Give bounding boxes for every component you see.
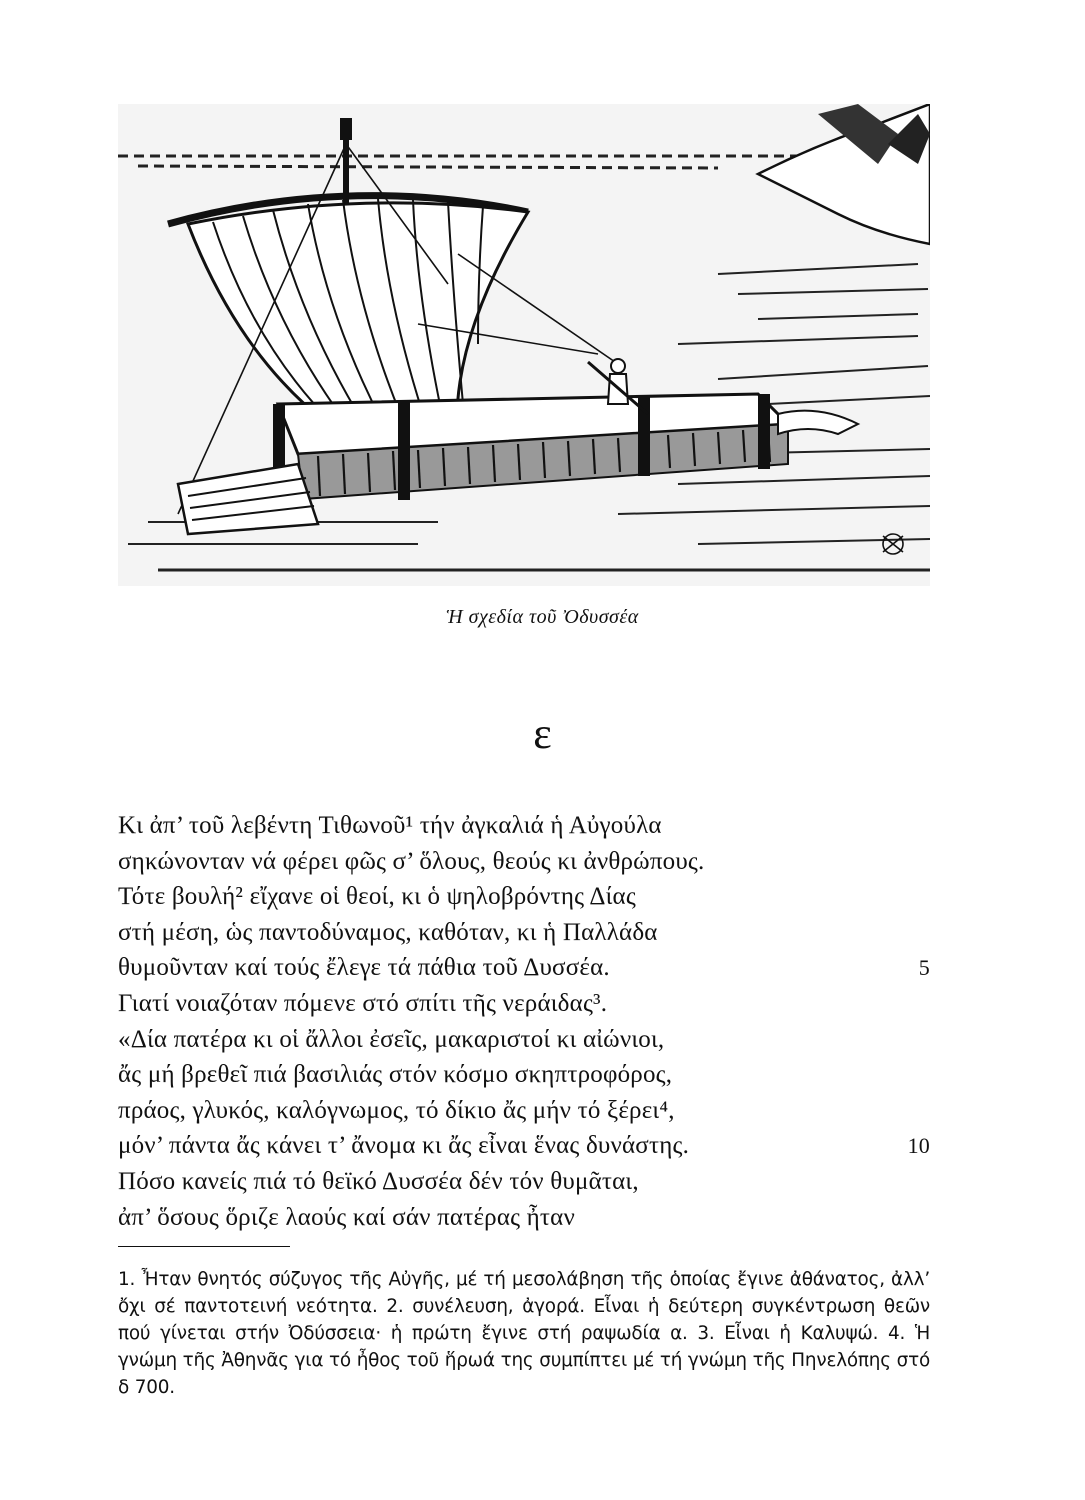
verse-text: «Δία πατέρα κι οἱ ἄλλοι ἐσεῖς, μακαριστοί κι αἰώνιοι,: [118, 1025, 665, 1053]
verse-line: [118, 950, 930, 986]
verse-text: μόν’ πάντα ἄς κάνει τ’ ἄνομα κι ἄς εἶναι ἕνας δυνάστης.: [118, 1132, 690, 1160]
raft-with-sail-icon: [118, 104, 930, 586]
verse-line: [118, 1164, 930, 1200]
verse-text: πράος, γλυκός, καλόγνωμος, τό δίκιο ἄς μήν τό ξέρει⁴,: [118, 1096, 675, 1124]
verse-line: [118, 1093, 930, 1129]
verse-text: ἄς μή βρεθεῖ πιά βασιλιάς στόν κόσμο σκηπτροφόρος,: [118, 1061, 673, 1089]
verse-text: Πόσο κανείς πιά τό θεϊκό Δυσσέα δέν τόν θυμᾶται,: [118, 1167, 639, 1195]
verse-text: Γιατί νοιαζόταν πόμενε στό σπίτι τῆς νεράιδας³.: [118, 989, 608, 1017]
footnotes: 1. Ἦταν θνητός σύζυγος τῆς Αὐγῆς, μέ τή μεσολάβηση τῆς ὁποίας ἔγινε ἀθάνατος, ἀλλ’ ὄχι σέ παντοτεινή νεότητα. 2. συνέλευση, ἀγορά. Εἶναι ἡ δεύτερη συγκέντρωση θεῶν πού γίνεται στήν Ὀδύσσεια· ἡ πρώτη ἔγινε στή ραψωδία α. 3. Εἶναι ἡ Καλυψώ. 4. Ἡ γνώμη τῆς Ἀθηνᾶς για τό ἦθος τοῦ ἥρωά της συμπίπτει μέ τή γνώμη τῆς Πηνελόπης στό δ 700.: [118, 1269, 930, 1398]
verse-line: [118, 915, 930, 951]
poem-text: [118, 808, 930, 1235]
verse-text: ἀπ’ ὅσους ὅριζε λαούς καί σάν πατέρας ἦταν: [118, 1203, 575, 1231]
verse-line: [118, 808, 930, 844]
chapter-letter: ε: [533, 709, 552, 758]
verse-line: [118, 1057, 930, 1093]
verse-text: Τότε βουλή² εἴχανε οἱ θεοί, κι ὁ ψηλοβρόντης Δίας: [118, 883, 636, 911]
raft-illustration: [118, 104, 930, 586]
verse-line: [118, 1128, 930, 1164]
footnote-divider: [118, 1246, 290, 1247]
verse-text: σηκώνονταν νά φέρει φῶς σ’ ὅλους, θεούς κι ἀνθρώπους.: [118, 847, 705, 875]
verse-line: [118, 844, 930, 880]
verse-text: θυμοῦνταν καί τούς ἔλεγε τά πάθια τοῦ Δυσσέα.: [118, 954, 610, 982]
verse-line: [118, 1200, 930, 1236]
figure-caption: Ἡ σχεδία τοῦ Ὀδυσσέα: [446, 606, 639, 628]
line-number: 10: [907, 1133, 930, 1159]
verse-text: Κι ἀπ’ τοῦ λεβέντη Τιθωνοῦ¹ τήν ἀγκαλιά ἡ Αὐγούλα: [118, 812, 662, 839]
verse-text: στή μέση, ὡς παντοδύναμος, καθόταν, κι ἡ Παλλάδα: [118, 918, 658, 946]
verse-line: [118, 986, 930, 1022]
verse-line: [118, 879, 930, 915]
verse-line: [118, 1022, 930, 1058]
line-number: 5: [918, 955, 930, 981]
